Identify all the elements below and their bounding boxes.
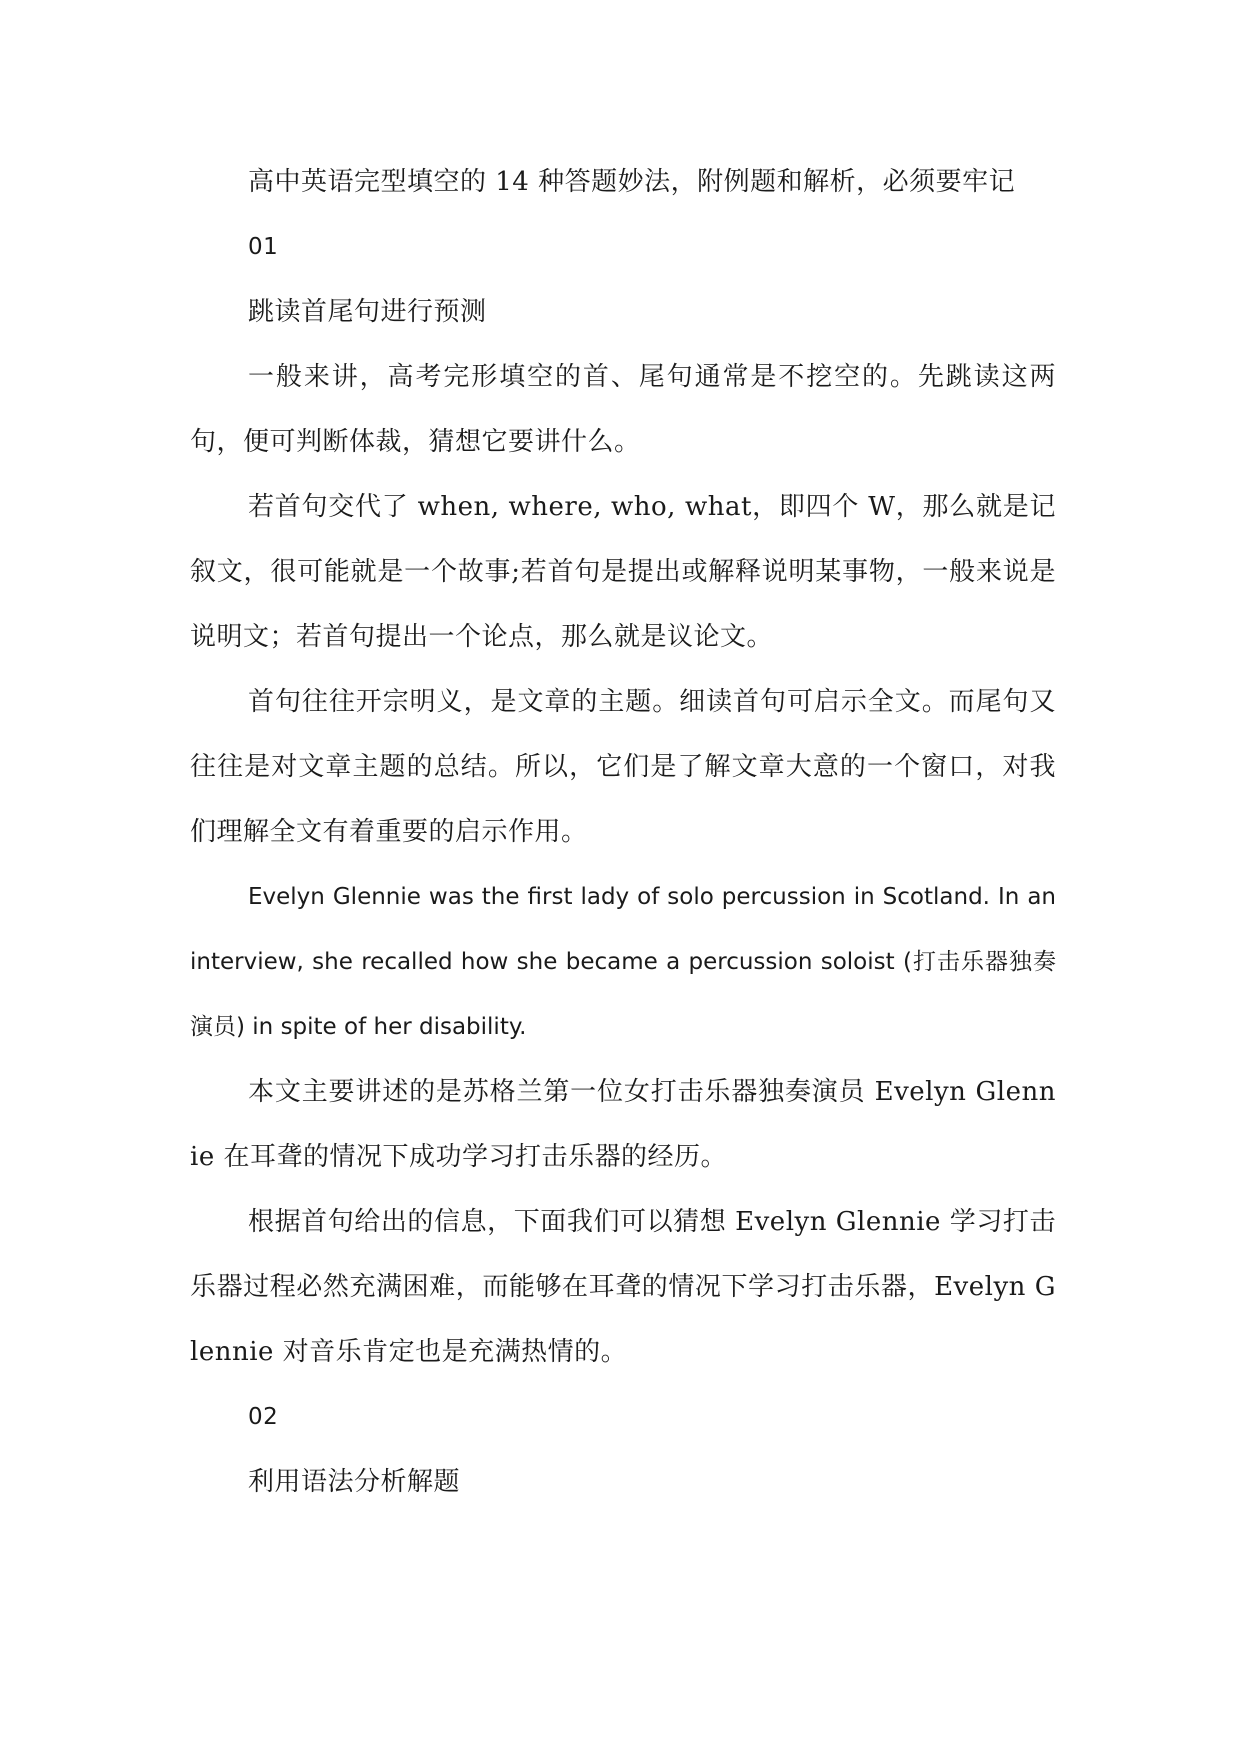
document-page — [190, 150, 1056, 1515]
paragraph-3: 首句往往开宗明义，是文章的主题。细读首句可启示全文。而尾句又往往是对文章主题的总结。所以，它们是了解文章大意的一个窗口，对我们理解全文有着重要的启示作用。 — [190, 687, 1056, 847]
document-title: 高中英语完型填空的 14 种答题妙法，附例题和解析，必须要牢记 — [248, 167, 1016, 197]
section-number-02: 02 — [248, 1404, 279, 1430]
section-number-01: 01 — [248, 234, 279, 260]
section-heading-02: 利用语法分析解题 — [248, 1467, 461, 1497]
example-passage: Evelyn Glennie was the first lady of solo percussion in Scotland. In an interview, she recalled how she became a percussion soloist (打击乐器独奏演员) in spite of her disability. — [190, 884, 1056, 1040]
paragraph-2: 若首句交代了 when, where, who, what，即四个 W，那么就是记叙文，很可能就是一个故事;若首句是提出或解释说明某事物，一般来说是说明文；若首句提出一个论点，那么就是议论文。 — [190, 492, 1056, 652]
analysis-paragraph-2: 根据首句给出的信息，下面我们可以猜想 Evelyn Glennie 学习打击乐器过程必然充满困难，而能够在耳聋的情况下学习打击乐器，Evelyn Glennie 对音乐肯定也是充满热情的。 — [190, 1207, 1056, 1367]
paragraph-1: 一般来讲，高考完形填空的首、尾句通常是不挖空的。先跳读这两句，便可判断体裁，猜想它要讲什么。 — [190, 362, 1056, 457]
section-heading-01: 跳读首尾句进行预测 — [248, 297, 487, 327]
analysis-paragraph-1: 本文主要讲述的是苏格兰第一位女打击乐器独奏演员 Evelyn Glennie 在耳聋的情况下成功学习打击乐器的经历。 — [190, 1077, 1056, 1172]
